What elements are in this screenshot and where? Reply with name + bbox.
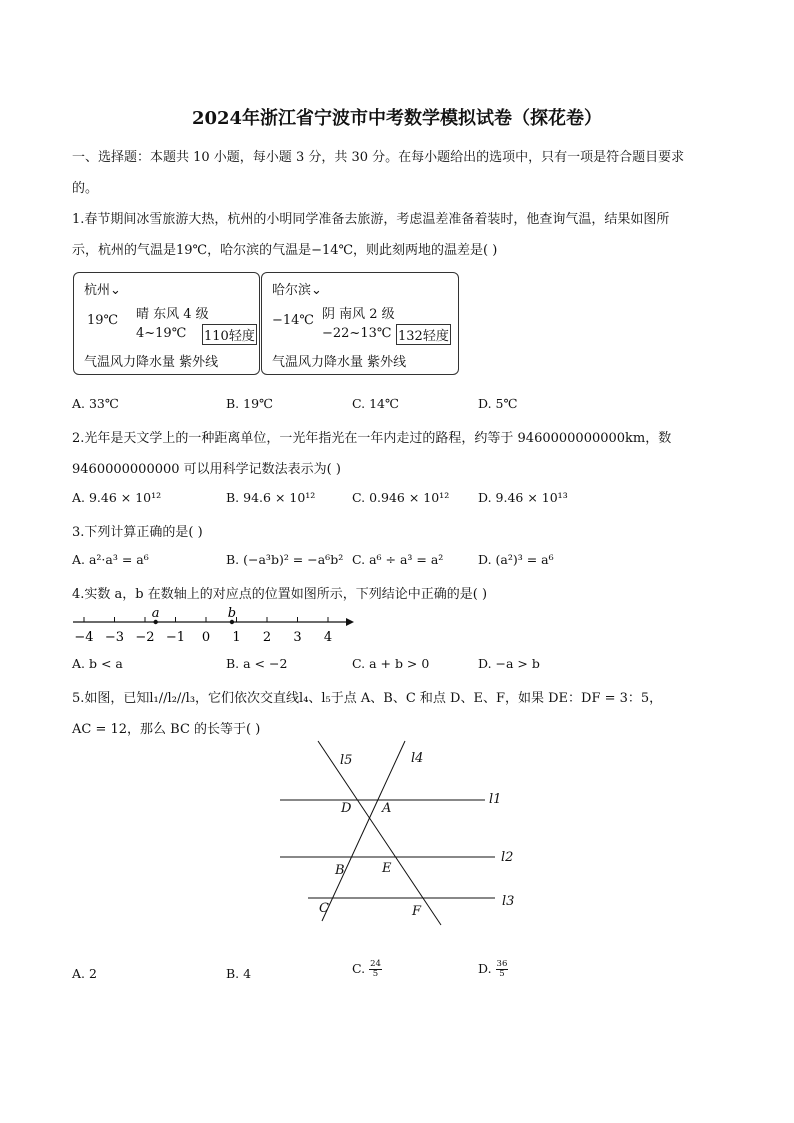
q4-option-c[interactable]: C. a + b > 0 (352, 656, 430, 671)
q4-option-b[interactable]: B. a < −2 (226, 656, 288, 671)
current-temp: −14℃ (272, 313, 314, 328)
q2-option-b[interactable]: B. 94.6 × 10¹² (226, 490, 316, 505)
weather-card-hangzhou (73, 272, 260, 375)
q5-option-b[interactable]: B. 4 (226, 966, 252, 981)
q3-option-b[interactable]: B. (−a³b)² = −a⁶b² (226, 552, 344, 567)
q5-option-a[interactable]: A. 2 (72, 966, 97, 981)
number-line-figure (70, 604, 360, 648)
point-D: D (341, 801, 352, 816)
weather-card-harbin (261, 272, 459, 375)
tab-labels: 气温风力降水量 紫外线 (84, 355, 219, 370)
option-letter: C. (352, 961, 366, 976)
q4-option-a[interactable]: A. b < a (72, 656, 123, 671)
page-title: 2024年浙江省宁波市中考数学模拟试卷（探花卷） (191, 108, 603, 129)
number-line-tick-label: 0 (201, 630, 211, 645)
section-heading-line2: 的。 (72, 181, 99, 196)
point-A: A (382, 801, 392, 816)
q2-stem-line2: 9460000000000 可以用科学记数法表示为( ) (72, 462, 341, 477)
q4-stem: 4.实数 a，b 在数轴上的对应点的位置如图所示，下列结论中正确的是( ) (72, 587, 488, 602)
q2-option-c[interactable]: C. 0.946 × 10¹² (352, 490, 450, 505)
section-heading-line1: 一、选择题：本题共 10 小题，每小题 3 分，共 30 分。在每小题给出的选项中，只有一项是符合题目要求 (72, 150, 685, 165)
line-l4 (322, 741, 405, 921)
q5-option-c[interactable] (352, 960, 382, 979)
q1-option-a[interactable]: A. 33℃ (72, 396, 119, 411)
q1-option-c[interactable]: C. 14℃ (352, 396, 399, 411)
city-label: 哈尔滨⌄ (272, 283, 322, 298)
number-line-tick-label: 3 (293, 630, 302, 645)
fraction: $\frac{36}{5}$ (496, 959, 508, 979)
point-E: E (382, 861, 392, 876)
number-line-tick-label: −3 (104, 630, 125, 645)
temp-range: 4~19℃ (136, 326, 187, 341)
number-line-tick-label: −1 (165, 630, 186, 645)
line-l5 (318, 741, 441, 925)
q5-stem-line2: AC = 12，那么 BC 的长等于( ) (72, 722, 261, 737)
q1-option-b[interactable]: B. 19℃ (226, 396, 274, 411)
parallel-lines-figure (270, 735, 530, 930)
aqi-badge: 132轻度 (396, 324, 451, 345)
point-F: F (412, 904, 422, 919)
label-l1: l1 (489, 792, 502, 807)
q3-option-a[interactable]: A. a²·a³ = a⁶ (72, 552, 149, 567)
chevron-down-icon: ⌄ (311, 283, 322, 298)
number-line-tick-label: 4 (323, 630, 333, 645)
number-line-tick-label: 2 (262, 630, 272, 645)
arrow-right-icon (346, 618, 354, 626)
label-l5: l5 (340, 753, 353, 768)
label-l4: l4 (411, 751, 424, 766)
point-B: B (335, 863, 345, 878)
point-C: C (319, 901, 329, 916)
aqi-badge: 110轻度 (202, 324, 257, 345)
q5-option-d[interactable] (478, 960, 508, 979)
q1-stem-line1: 1.春节期间冰雪旅游大热，杭州的小明同学准备去旅游，考虑温差准备着装时，他查询气温，结果如图所 (72, 212, 670, 227)
q2-option-d[interactable]: D. 9.46 × 10¹³ (478, 490, 568, 505)
current-temp: 19℃ (87, 313, 119, 328)
temp-range: −22~13℃ (322, 326, 392, 341)
city-label: 杭州⌄ (84, 283, 121, 298)
q2-stem-line1: 2.光年是天文学上的一种距离单位，一光年指光在一年内走过的路程，约等于 9460000000000km，数 (72, 431, 672, 446)
q3-option-c[interactable]: C. a⁶ ÷ a³ = a² (352, 552, 444, 567)
number-line-point-label-b: b (227, 606, 237, 621)
label-l3: l3 (502, 894, 515, 909)
weather-desc: 晴 东风 4 级 (136, 307, 209, 322)
fraction: $\frac{24}{5}$ (370, 959, 381, 979)
q3-stem: 3.下列计算正确的是( ) (72, 525, 203, 540)
number-line-tick-label: −2 (135, 630, 155, 645)
q2-option-a[interactable]: A. 9.46 × 10¹² (72, 490, 162, 505)
label-l2: l2 (501, 850, 514, 865)
chevron-down-icon: ⌄ (110, 283, 121, 298)
number-line-tick-label: 1 (232, 630, 241, 645)
number-line-tick-label: −4 (74, 630, 94, 645)
weather-desc: 阴 南风 2 级 (322, 307, 395, 322)
number-line-point-label-a: a (151, 606, 160, 621)
tab-labels: 气温风力降水量 紫外线 (272, 355, 407, 370)
q3-option-d[interactable]: D. (a²)³ = a⁶ (478, 552, 554, 567)
q1-stem-line2: 示，杭州的气温是19℃，哈尔滨的气温是−14℃，则此刻两地的温差是( ) (72, 243, 498, 258)
q4-option-d[interactable]: D. −a > b (478, 656, 540, 671)
q5-stem-line1: 5.如图，已知l₁//l₂//l₃，它们依次交直线l₄、l₅于点 A、B、C 和点 D、E、F，如果 DE：DF = 3：5， (72, 691, 663, 706)
q1-option-d[interactable]: D. 5℃ (478, 396, 518, 411)
option-letter: D. (478, 961, 492, 976)
